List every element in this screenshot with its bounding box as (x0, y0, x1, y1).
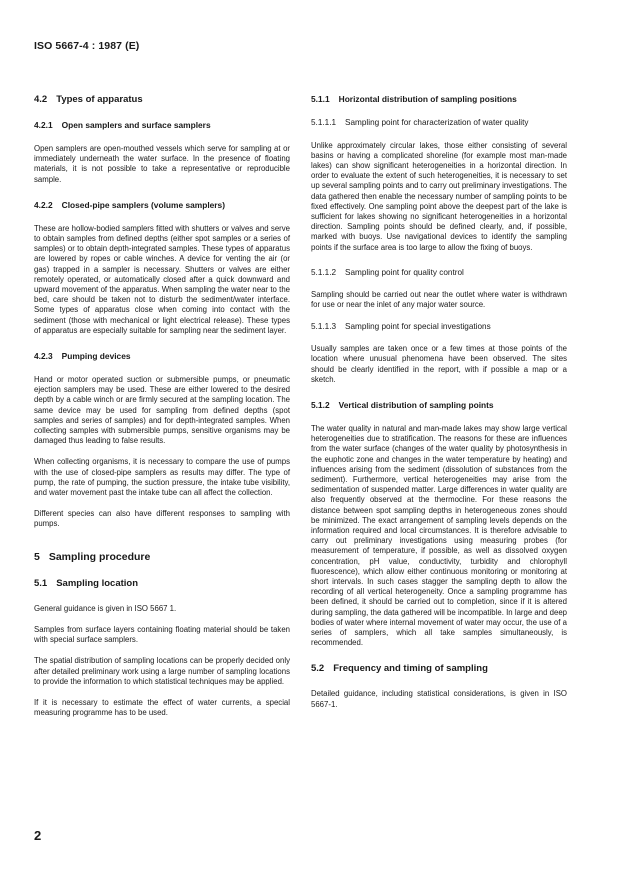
section-number: 5.1 (34, 577, 48, 589)
section-title: Pumping devices (61, 351, 131, 362)
subsection-heading (311, 400, 567, 411)
paragraph: General guidance is given in ISO 5667 1. (34, 603, 177, 613)
section-number: 5.1.2 (311, 399, 330, 410)
subsubsection-heading (311, 118, 567, 129)
section-title: Frequency and timing of sampling (333, 663, 488, 675)
section-number: 5.2 (311, 663, 325, 675)
subsection-heading (34, 351, 290, 362)
paragraph: Different species can also have different responses to sampling with pumps. (34, 509, 290, 529)
document-header: ISO 5667-4 : 1987 (E) (34, 40, 140, 52)
paragraph: Samples from surface layers containing floating material should be taken with special surface samplers. (34, 624, 290, 645)
paragraph: When collecting organisms, it is necessary to compare the use of pumps with the use of closed-pipe samplers as results may differ. The type of pump, the rate of pumping, the suction pressure, the intake tube visibility, and water movement past the intake tube can all affect the collection. (34, 457, 290, 498)
section-heading (34, 551, 290, 564)
section-title: Open samplers and surface samplers (61, 120, 211, 130)
paragraph: If it is necessary to estimate the effect of water currents, a special measuring programme has to be used. (34, 697, 290, 718)
section-heading (34, 578, 290, 590)
section-title: Vertical distribution of sampling points (338, 399, 494, 410)
subsection-heading (34, 120, 290, 131)
section-title: Sampling point for special investigations (345, 321, 491, 331)
subsubsection-heading (311, 322, 567, 333)
subsection-heading (311, 94, 567, 105)
left-column (34, 94, 290, 729)
section-title: Closed-pipe samplers (volume samplers) (61, 199, 226, 210)
paragraph: Sampling should be carried out near the outlet where water is withdrawn for use or near the inlet of any major water source. (311, 290, 567, 310)
right-column (311, 94, 567, 721)
section-title: Sampling point for characterization of water quality (345, 118, 529, 127)
section-number: 4.2.2 (34, 199, 53, 210)
paragraph: Hand or motor operated suction or submersible pumps, or pneumatic ejection samplers may be used. These are either lowered to the desired depth by a cable winch or are firmly secured at the sampling location. The same device may be used for sampling from defined depths (spot samples and series of samples) and for depth-integrated samples. When collecting samples with submersible pumps, sensitive organisms may be damaged thus leading to false results. (34, 375, 290, 446)
page-number: 2 (34, 828, 42, 843)
paragraph: Usually samples are taken once or a few times at those points of the location where unusual phenomena have been observed. The sites should be clearly identified in the report, with if possible a map or a sketch. (311, 344, 567, 384)
paragraph: The water quality in natural and man-made lakes may show large vertical heterogeneities due to stratification. The reasons for these are influences from the water surface (changes of the water quality by photosynthesis in the euphotic zone and changes in the water temperature by heating) and influences arising from the sediment (dissolution of substances from the sediment). Furthermore, vertical heterogeneities may arise from the sedimentation of suspended matter. Large differences in water quality are also frequently observed at the thermocline. For these reasons the distance between spot sampling depths in heterogeneous zones should be minimized. The exact arrangement of sampling levels depends on the information required and local circumstances. It is therefore advisable to carry out preliminary investigations using measuring probes (for measurement of temperature, if possible, as well as dissolved oxygen concentration, pH value, conductivity, turbidity and chlorophyll fluorescence), which allow either continuous monitoring or monitoring at short intervals. In such cases stagger the sampling depth to allow the recording of all vertical heterogeneity. Once a sampling programme has been defined, it should be carried out to completion, since if it is altered during sampling, the data gathered will be incompatible. In large and deep bodies of water where internal movement of water may occur, the use of a series of samplers, which all take samples simultaneously, is recommended. (311, 423, 567, 648)
section-title: Sampling procedure (48, 550, 151, 563)
section-number: 5 (34, 550, 40, 563)
paragraph: Unlike approximately circular lakes, those either consisting of several basins or having a complicated shoreline (for example most man-made lakes) can show significant heterogeneities in a horizontal direction. In order to evaluate the extent of such heterogeneities, it is necessary to set up several sampling points and to carry out preliminary investigations. The data gathered then enable the necessary number of sampling points to be fixed effectively. One sampling point above the deepest part of the lake is sufficient for lakes showing no significant heterogeneities in a horizontal direction. Sampling points should be defined clearly, and, if possible, marked with buoys. Use navigational devices to identify the sampling points if the surface area is too large to allow the fixing of buoys. (311, 140, 567, 252)
section-heading (34, 94, 290, 106)
section-title: Types of apparatus (56, 94, 143, 105)
section-number: 4.2.1 (34, 120, 53, 130)
section-number: 5.1.1.3 (311, 321, 337, 331)
section-number: 4.2.3 (34, 351, 53, 362)
section-title: Horizontal distribution of sampling positions (338, 94, 517, 104)
section-heading (311, 663, 567, 675)
section-number: 4.2 (34, 94, 48, 105)
paragraph: The spatial distribution of sampling locations can be properly decided only after detailed preliminary work using a large number of sampling locations to provide the information to which statistical techniques may be applied. (34, 656, 290, 686)
section-number: 5.1.1.1 (311, 118, 337, 127)
paragraph: Open samplers are open-mouthed vessels which serve for sampling at or immediately underneath the water surface. In the presence of floating materials, it is not possible to take a representative or reproducible sample. (34, 144, 290, 184)
subsection-heading (34, 200, 290, 211)
subsubsection-heading (311, 268, 567, 279)
section-title: Sampling point for quality control (345, 267, 464, 277)
section-number: 5.1.1.2 (311, 267, 337, 277)
section-number: 5.1.1 (311, 94, 330, 104)
paragraph: These are hollow-bodied samplers fitted with shutters or valves and serve to obtain samples from defined depths (either spot samples or a series of samples) or to obtain depth-integrated samples. These types of apparatus are lowered by ropes or cable winches. A device for venting the air (or gas) trapped in a sampler is necessary. Shutters or valves are either remotely operated, or automatically closed after a quick downward and upward movement of the apparatus. When sampling the water near to the bed, care should be taken not to disturb the sediment/water interface. Some types of apparatus close when coming into contact with the sediment (those with mechanical or light electrical release). These types of apparatus are especially suitable for sampling near the sediment layer. (34, 223, 290, 335)
paragraph: Detailed guidance, including statistical considerations, is given in ISO 5667-1. (311, 689, 567, 709)
section-title: Sampling location (56, 577, 139, 589)
